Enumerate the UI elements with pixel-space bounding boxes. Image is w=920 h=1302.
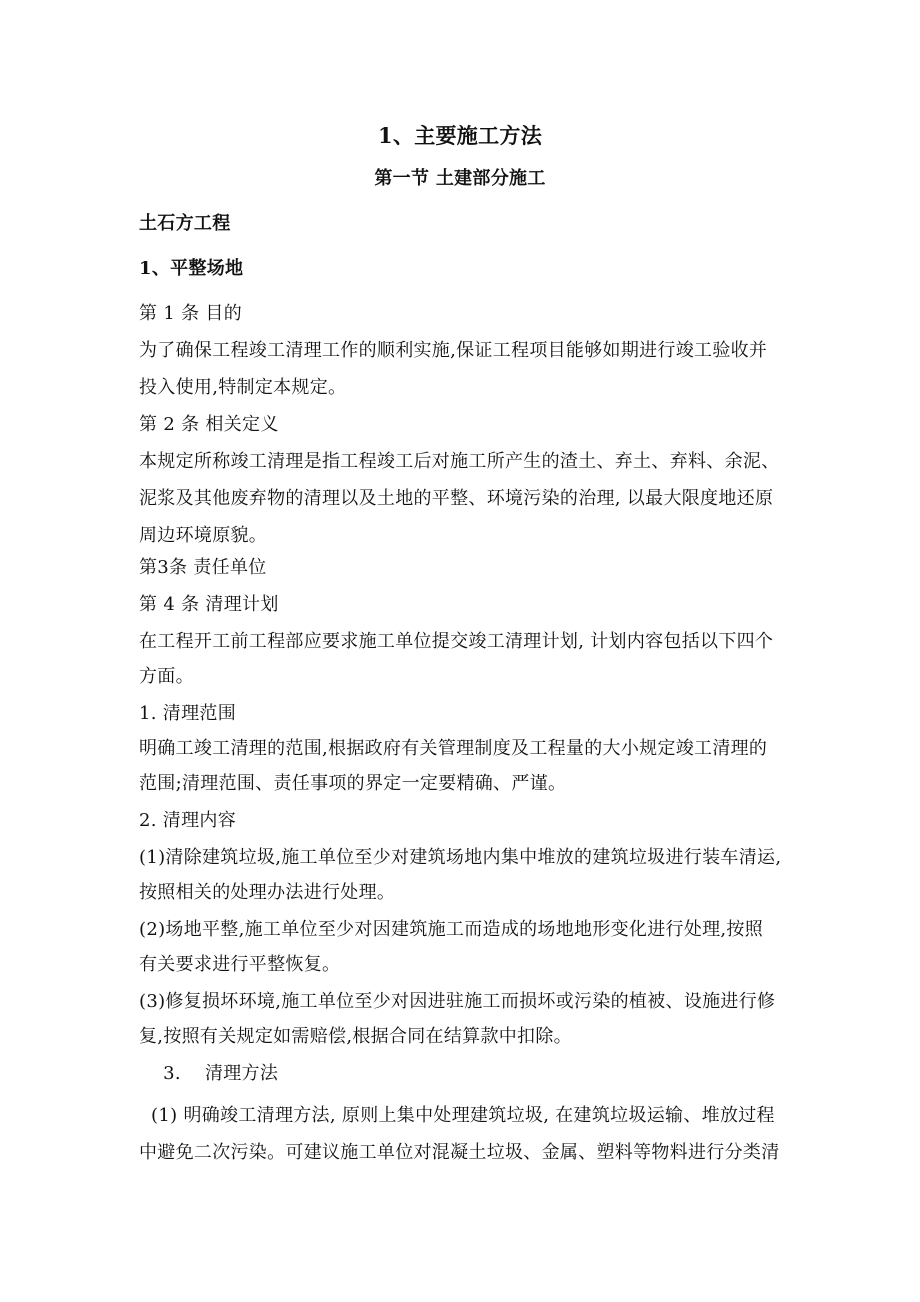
item2-sub-line: 按照相关的处理办法进行处理。 (139, 882, 396, 903)
item2-sub-line: (3)修复损坏环境,施工单位至少对因进驻施工而损坏或污染的植被、设施进行修 (139, 991, 776, 1012)
heading-leveling: 1、平整场地 (139, 258, 244, 279)
article1-heading: 第 1 条 目的 (139, 303, 243, 324)
article4-line: 方面。 (139, 666, 194, 687)
article4-heading: 第 4 条 清理计划 (139, 594, 279, 615)
item2-sub-line: 复,按照有关规定如需赔偿,根据合同在结算款中扣除。 (139, 1026, 572, 1047)
section-title: 第一节 土建部分施工 (374, 168, 546, 189)
article2-heading: 第 2 条 相关定义 (139, 414, 279, 435)
heading-earthwork: 土石方工程 (139, 213, 231, 234)
article2-line: 周边环境原貌。 (139, 525, 268, 546)
item2-sub-line: (2)场地平整,施工单位至少对因建筑施工而造成的场地地形变化进行处理,按照 (139, 919, 764, 940)
article2-line: 泥浆及其他废弃物的清理以及土地的平整、环境污染的治理, 以最大限度地还原 (139, 488, 774, 509)
item2-heading: 2. 清理内容 (139, 810, 236, 831)
item3-heading: 3. 清理方法 (139, 1063, 279, 1084)
page-title: 1、主要施工方法 (377, 123, 542, 148)
article2-line: 本规定所称竣工清理是指工程竣工后对施工所产生的渣土、弃土、弃料、余泥、 (139, 451, 780, 472)
article1-line: 投入使用,特制定本规定。 (139, 377, 347, 398)
item3-line: 中避免二次污染。可建议施工单位对混凝土垃圾、金属、塑料等物料进行分类清 (139, 1142, 780, 1163)
article3-heading: 第3条 责任单位 (139, 557, 267, 578)
item2-sub-line: (1)清除建筑垃圾,施工单位至少对建筑场地内集中堆放的建筑垃圾进行装车清运, (139, 847, 782, 868)
article1-line: 为了确保工程竣工清理工作的顺利实施,保证工程项目能够如期进行竣工验收并 (139, 340, 768, 361)
item2-sub-line: 有关要求进行平整恢复。 (139, 954, 341, 975)
item1-line: 明确工竣工清理的范围,根据政府有关管理制度及工程量的大小规定竣工清理的 (139, 738, 768, 759)
item1-line: 范围;清理范围、责任事项的界定一定要精确、严谨。 (139, 773, 567, 794)
item1-heading: 1. 清理范围 (139, 703, 236, 724)
article4-line: 在工程开工前工程部应要求施工单位提交竣工清理计划, 计划内容包括以下四个 (139, 631, 774, 652)
item3-line: (1) 明确竣工清理方法, 原则上集中处理建筑垃圾, 在建筑垃圾运输、堆放过程 (139, 1105, 775, 1126)
